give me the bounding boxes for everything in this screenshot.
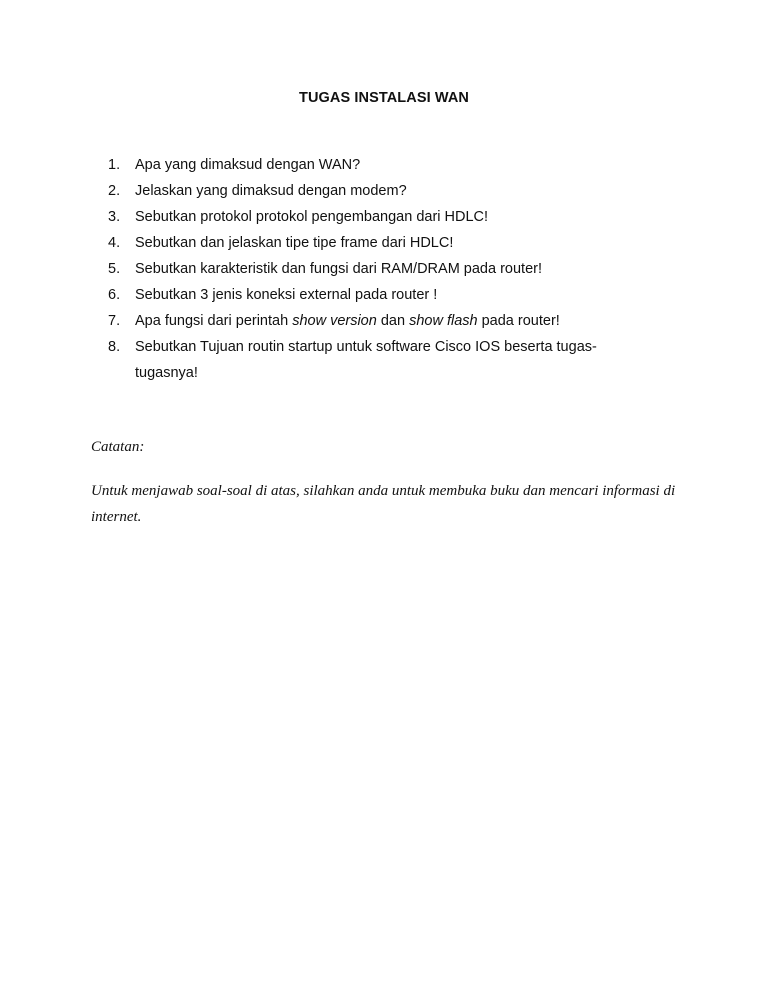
question-number: 6. [108,287,121,303]
question-number: 7. [108,313,121,329]
note-label: Catatan: [91,439,145,455]
question-number: 4. [108,235,121,251]
question-text: Apa yang dimaksud dengan WAN? [135,157,361,173]
question-text: Sebutkan 3 jenis koneksi external pada router ! [135,287,438,303]
question-item [108,334,648,386]
question-number: 1. [108,157,121,173]
question-list [108,152,648,386]
question-text: Sebutkan Tujuan routin startup untuk software Cisco IOS beserta tugas-tugasnya! [135,339,597,381]
question-text-part: pada router! [477,313,560,329]
question-item [108,152,648,178]
note-line: internet. [91,509,142,525]
question-item [108,282,648,308]
question-item [108,230,648,256]
note-text [91,478,691,530]
question-number: 3. [108,209,121,225]
command-show-version: show version [292,313,377,329]
note-line: Untuk menjawab soal-soal di atas, silahkan anda untuk membuka buku dan mencari informasi di [91,483,676,499]
question-number: 8. [108,339,121,355]
question-text-part: dan [376,313,410,329]
question-number: 2. [108,183,121,199]
question-item [108,256,648,282]
question-item [108,308,648,334]
command-show-flash: show flash [409,313,478,329]
document-title: TUGAS INSTALASI WAN [299,90,469,106]
question-text: Sebutkan dan jelaskan tipe tipe frame dari HDLC! [135,235,454,251]
question-text: Sebutkan protokol protokol pengembangan dari HDLC! [135,209,489,225]
question-text [135,313,560,329]
question-text-part: Apa fungsi dari perintah [135,313,293,329]
question-item [108,204,648,230]
question-item [108,178,648,204]
question-text: Jelaskan yang dimaksud dengan modem? [135,183,407,199]
question-text: Sebutkan karakteristik dan fungsi dari RAM/DRAM pada router! [135,261,542,277]
question-number: 5. [108,261,121,277]
